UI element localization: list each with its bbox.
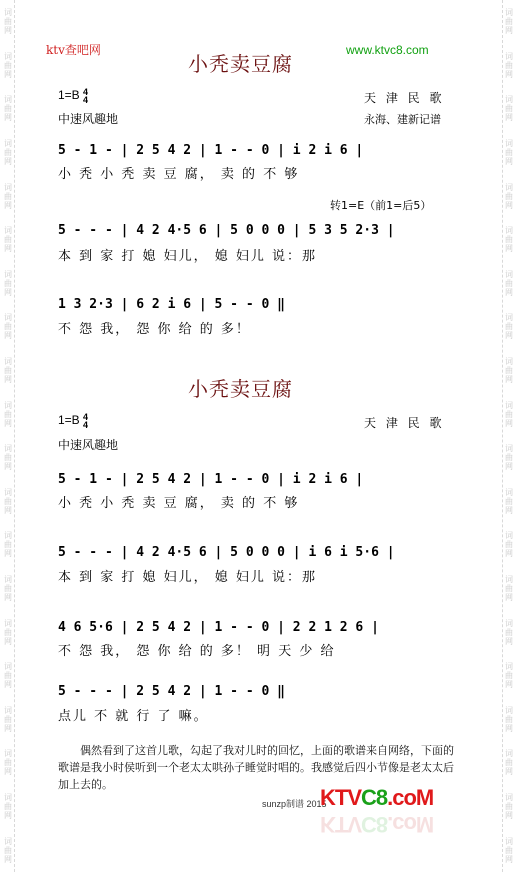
watermark-text: 词 曲 网: [4, 51, 12, 79]
watermark-text: 词 曲 网: [4, 357, 12, 385]
watermark-text: 词 曲 网: [4, 618, 12, 646]
watermark-text: 词 曲 网: [4, 836, 12, 864]
score-2-lyrics-line-2: 本 到 家 打 媳 妇儿， 媳 妇儿 说：那: [58, 570, 318, 585]
score-2-title: 小秃卖豆腐: [188, 377, 293, 401]
score-2-tempo: 中速风趣地: [58, 438, 119, 452]
watermark-text: 词 曲 网: [4, 444, 12, 472]
watermark-text: 词 曲 网: [4, 487, 12, 515]
score-2-lyrics-line-4: 点儿 不 就 行 了 嘛。: [58, 709, 209, 724]
watermark-text: 词 曲 网: [505, 705, 513, 733]
logo-part-3: .coM: [387, 812, 434, 837]
watermark-text: 词 曲 网: [505, 8, 513, 36]
footnote-text: 偶然看到了这首儿歌，勾起了我对儿时的回忆，上面的歌谱来自网络，下面的歌谱是我小时侯听到一个老太太哄孙子睡觉时唱的。我感觉后四小节像是老太太后加上去的。: [58, 744, 454, 791]
watermark-text: 词 曲 网: [4, 792, 12, 820]
watermark-text: 词 曲 网: [4, 182, 12, 210]
logo-part-1: KTV: [320, 812, 361, 837]
watermark-text: 词 曲 网: [4, 400, 12, 428]
key-signature: 1=B: [58, 413, 80, 428]
watermark-text: 词 曲 网: [4, 226, 12, 254]
watermark-text: 词 曲 网: [505, 618, 513, 646]
score-1-notes-line-1: 5 - 1 - | 2 5 4 2 | 1 - - 0 | i 2 i 6 |: [58, 143, 364, 158]
score-1-tempo: 中速风趣地: [58, 112, 119, 126]
logo-part-2: C8: [361, 812, 388, 837]
time-signature: [83, 413, 88, 429]
watermark-text: 词 曲 网: [505, 400, 513, 428]
time-signature: [83, 88, 88, 104]
watermark-text: 词 曲 网: [505, 95, 513, 123]
watermark-text: 词 曲 网: [4, 531, 12, 559]
watermark-text: 词 曲 网: [4, 575, 12, 603]
time-bottom: 4: [83, 95, 89, 105]
watermark-text: 词 曲 网: [505, 444, 513, 472]
score-1-notes-line-3: 1 3 2·3 | 6 2 i 6 | 5 - - 0 ‖: [58, 297, 285, 312]
score-2-genre: 天 津 民 歌: [364, 416, 445, 430]
score-2-lyrics-line-3: 不 怨 我， 怨 你 给 的 多！ 明 天 少 给: [58, 644, 336, 659]
watermark-text: 词 曲 网: [505, 357, 513, 385]
watermark-text: 词 曲 网: [505, 487, 513, 515]
watermark-text: 词 曲 网: [4, 95, 12, 123]
watermark-text: 词 曲 网: [4, 269, 12, 297]
score-2-notes-line-1: 5 - 1 - | 2 5 4 2 | 1 - - 0 | i 2 i 6 |: [58, 472, 364, 487]
score-1-modulation: 转1=E（前1=后5）: [330, 199, 432, 212]
watermark-text: 词 曲 网: [505, 662, 513, 690]
score-1-lyrics-line-2: 本 到 家 打 媳 妇儿， 媳 妇儿 说：那: [58, 249, 318, 264]
watermark-text: 词 曲 网: [505, 531, 513, 559]
ktvc8-logo: [320, 785, 433, 811]
watermark-text: 词 曲 网: [4, 749, 12, 777]
watermark-text: 词 曲 网: [505, 749, 513, 777]
watermark-text: 词 曲 网: [4, 313, 12, 341]
right-watermark-strip: [502, 0, 515, 872]
watermark-text: 词 曲 网: [505, 226, 513, 254]
watermark-text: 词 曲 网: [4, 662, 12, 690]
watermark-text: 词 曲 网: [505, 182, 513, 210]
watermark-text: 词 曲 网: [505, 836, 513, 864]
score-2-notes-line-4: 5 - - - | 2 5 4 2 | 1 - - 0 ‖: [58, 684, 285, 699]
left-watermark-strip: [2, 0, 15, 872]
site-name-link[interactable]: ktv查吧网: [46, 43, 101, 57]
watermark-text: 词 曲 网: [505, 792, 513, 820]
time-bottom: 4: [83, 420, 89, 430]
score-1-genre: 天 津 民 歌: [364, 91, 445, 105]
time-top: 4: [83, 412, 89, 422]
watermark-text: 词 曲 网: [505, 575, 513, 603]
score-1-lyrics-line-1: 小 秃 小 秃 卖 豆 腐， 卖 的 不 够: [58, 167, 300, 182]
score-2-notes-line-2: 5 - - - | 4 2 4·5 6 | 5 0 0 0 | i 6 i 5·6 |: [58, 545, 395, 560]
score-1-key: [58, 88, 88, 104]
watermark-text: 词 曲 网: [505, 51, 513, 79]
score-1-notes-line-2: 5 - - - | 4 2 4·5 6 | 5 0 0 0 | 5 3 5 2·3 |: [58, 223, 395, 238]
watermark-text: 词 曲 网: [4, 8, 12, 36]
watermark-text: 词 曲 网: [505, 313, 513, 341]
score-2-lyrics-line-1: 小 秃 小 秃 卖 豆 腐， 卖 的 不 够: [58, 496, 300, 511]
score-2-key: [58, 413, 88, 429]
score-1-title: 小秃卖豆腐: [188, 52, 293, 76]
watermark-text: 词 曲 网: [505, 139, 513, 167]
time-top: 4: [83, 87, 89, 97]
site-url-link[interactable]: www.ktvc8.com: [346, 43, 429, 57]
credit-text: sunzp制谱 2015: [262, 799, 327, 809]
score-1-arranger: 永海、建新记谱: [364, 113, 441, 126]
logo-part-3: .coM: [387, 785, 434, 810]
ktvc8-logo-reflection: [320, 811, 433, 837]
watermark-text: 词 曲 网: [4, 139, 12, 167]
score-2-notes-line-3: 4 6 5·6 | 2 5 4 2 | 1 - - 0 | 2 2 1 2 6 |: [58, 620, 379, 635]
watermark-text: 词 曲 网: [505, 269, 513, 297]
logo-part-2: C8: [361, 785, 388, 810]
logo-part-1: KTV: [320, 785, 361, 810]
watermark-text: 词 曲 网: [4, 705, 12, 733]
score-1-lyrics-line-3: 不 怨 我， 怨 你 给 的 多！: [58, 322, 251, 337]
key-signature: 1=B: [58, 88, 80, 103]
